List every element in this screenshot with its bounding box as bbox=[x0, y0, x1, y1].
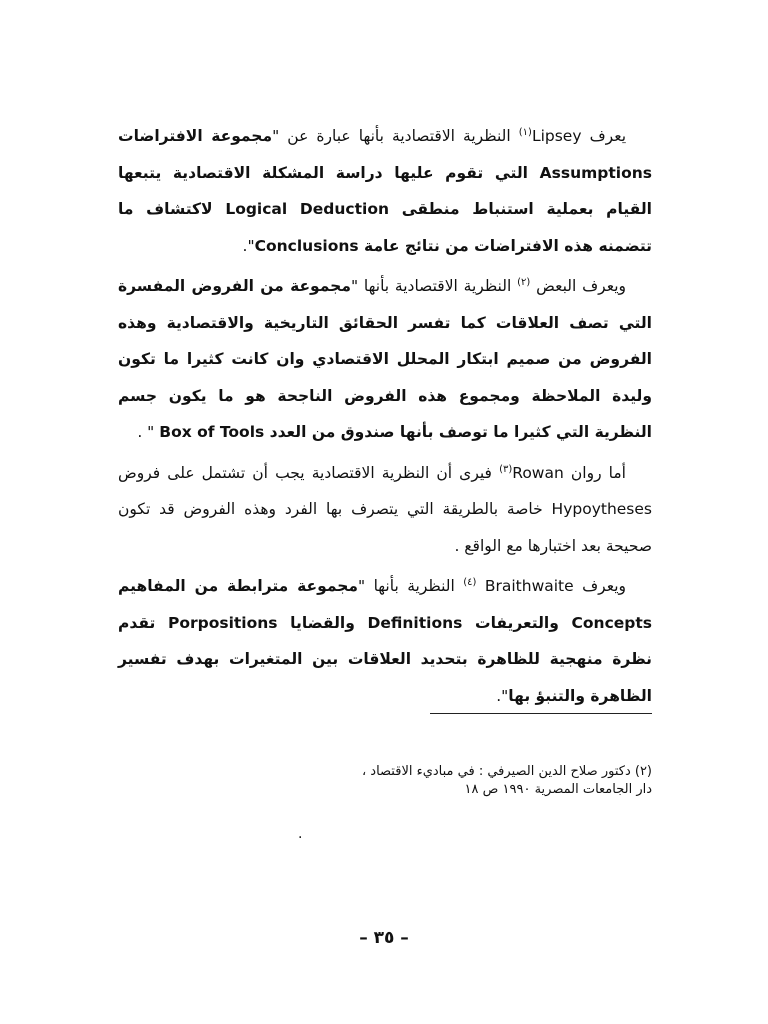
p1-run-0: يعرف Lipsey bbox=[531, 127, 627, 145]
p3-footnote-ref: (٣) bbox=[499, 463, 513, 475]
paragraph-3 bbox=[118, 455, 652, 565]
p2-run-4: " . bbox=[137, 423, 160, 441]
p2-definition-bold: مجموعة من الفروض المفسرة التي تصف العلاقات كما تفسر الحقائق التاريخية والاقتصادية وهذه الفروض من صميم ابتكار المحلل الاقتصادي وان كانت كثيرا ما تكون وليدة الملاحظة ومجموع هذه الفروض الناجحة هو ما يكون جسم النظرية التي كثيرا ما توصف بأنها صندوق من العدد Box of Tools bbox=[118, 277, 652, 441]
paragraph-4 bbox=[118, 568, 652, 714]
p2-run-2: النظرية الاقتصادية بأنها " bbox=[350, 277, 518, 295]
p1-run-2: النظرية الاقتصادية بأنها عبارة عن " bbox=[272, 127, 519, 145]
p2-run-0: ويعرف البعض bbox=[530, 277, 626, 295]
p3-run-2: فيرى أن النظرية الاقتصادية يجب أن تشتمل على فروض Hypoytheses خاصة بالطريقة التي يتصرف بها الفرد وهذه الفروض قد تكون صحيحة بعد اختبارها مع الواقع . bbox=[118, 463, 652, 555]
footnote-line-1: (٢) دكتور صلاح الدين الصيرفي : في مباديء الاقتصاد ، bbox=[361, 764, 652, 779]
stray-mark: . bbox=[298, 826, 303, 842]
main-text bbox=[118, 118, 652, 718]
p1-run-4: ". bbox=[242, 236, 255, 255]
paragraph-1 bbox=[118, 118, 652, 264]
p4-run-4: ". bbox=[496, 686, 509, 705]
paragraph-2 bbox=[118, 268, 652, 451]
p4-run-0: ويعرف Braithwaite bbox=[476, 577, 626, 595]
footnote-line-2: دار الجامعات المصرية ١٩٩٠ ص ١٨ bbox=[464, 782, 652, 797]
p4-run-2: النظرية بأنها " bbox=[358, 577, 464, 595]
page-number: – ٣٥ – bbox=[359, 928, 409, 948]
footnote-separator bbox=[430, 713, 652, 714]
p1-definition-bold: مجموعة الافتراضات Assumptions التي تقوم عليها دراسة المشكلة الاقتصادية يتبعها القيام بعملية استنباط منطقى Logical Deduction لاكتشاف ما تتضمنه هذه الافتراضات من نتائج عامة Conclusions bbox=[118, 127, 652, 255]
p2-footnote-ref: (٢) bbox=[517, 276, 531, 288]
p3-run-0: أما روان Rowan bbox=[512, 463, 626, 482]
p4-definition-bold: مجموعة مترابطة من المفاهيم Concepts والتعريفات Definitions والقضايا Porpositions تقدم نظرة منهجية للظاهرة بتحديد العلاقات بين المتغيرات بهدف تفسير الظاهرة والتنبؤ بها bbox=[118, 577, 653, 705]
p1-footnote-ref: (١) bbox=[518, 126, 532, 138]
footnote bbox=[292, 763, 652, 799]
p4-footnote-ref: (٤) bbox=[463, 576, 477, 588]
